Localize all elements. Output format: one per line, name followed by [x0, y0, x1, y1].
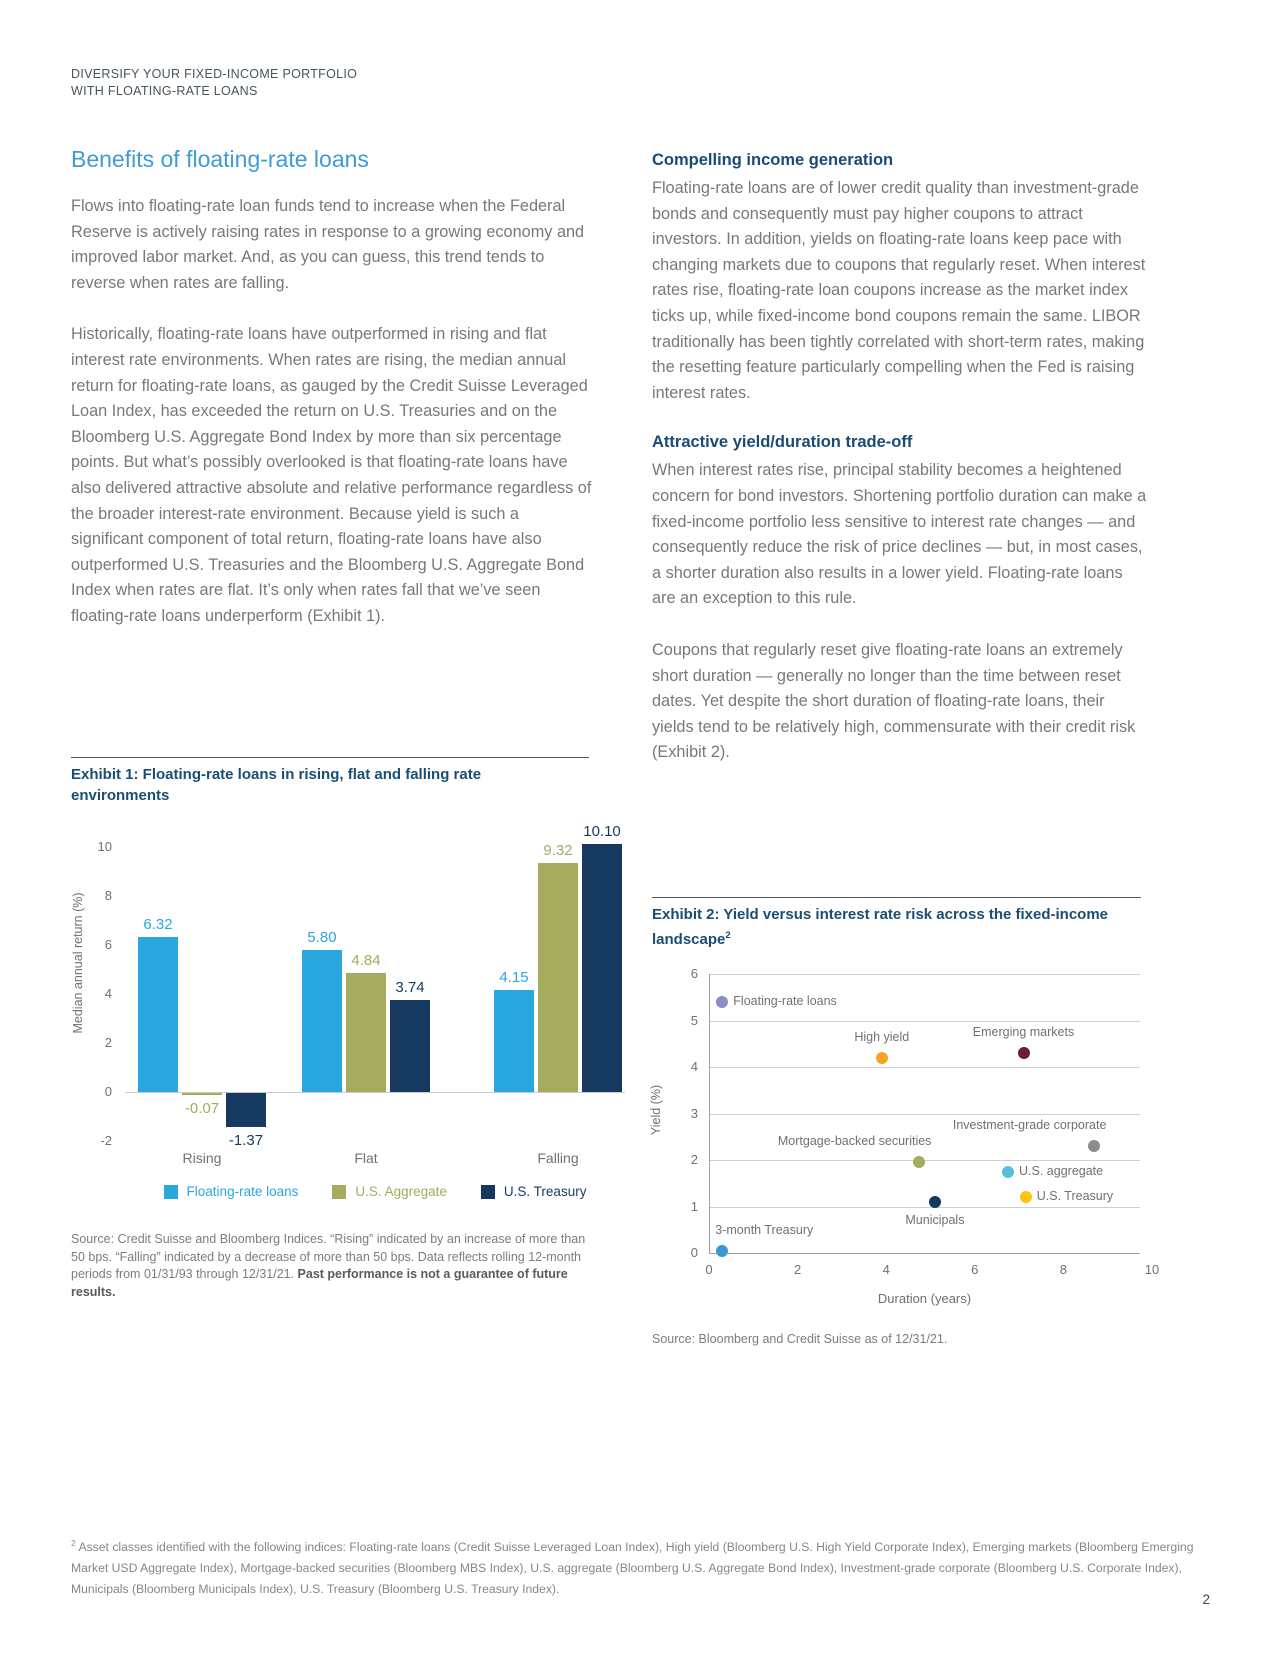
- scatter-x-tick: 2: [793, 1262, 802, 1277]
- section-heading-income: Compelling income generation: [652, 151, 894, 169]
- scatter-point-high-yield: [876, 1052, 888, 1064]
- bar-chart-y-tick: 4: [104, 985, 112, 1001]
- exhibit2-scatter-chart: [640, 960, 1220, 1332]
- page-title: Benefits of floating-rate loans: [71, 146, 369, 172]
- scatter-point-label-mortgage-backed-securities: Mortgage-backed securities: [777, 1134, 932, 1149]
- scatter-x-tick: 8: [1059, 1262, 1068, 1277]
- exhibit1-header: [71, 757, 589, 806]
- scatter-x-tick: 10: [1144, 1262, 1160, 1277]
- exhibit1-bar-chart: [60, 823, 640, 1215]
- eyebrow-line-1: DIVERSIFY YOUR FIXED-INCOME PORTFOLIO: [71, 67, 358, 81]
- legend-label: Floating-rate loans: [186, 1184, 299, 1199]
- section-body-tradeoff-2: Coupons that regularly reset give floating-rate loans an extremely short duration — generally no longer than the time between reset dates. Yet despite the short duration of floating-rate loans, their yields tend to be relatively high, commensurate with their credit risk (Exhibit 2).: [652, 640, 1136, 762]
- bar-u-s-treasury-rising: [226, 1093, 266, 1127]
- scatter-y-tick: 2: [690, 1152, 698, 1167]
- exhibit1-source-disclaimer: Past performance is not a guarantee of future results.: [71, 1267, 568, 1299]
- bar-value-label: 3.74: [395, 979, 425, 997]
- bar-u-s-aggregate-rising: [182, 1093, 222, 1095]
- scatter-gridline: [709, 1067, 1140, 1068]
- scatter-x-tick: 6: [971, 1262, 979, 1277]
- scatter-y-tick: 5: [690, 1012, 698, 1028]
- scatter-point-emerging-markets: [1018, 1047, 1030, 1059]
- bar-floating-rate-loans-flat: [302, 950, 342, 1092]
- scatter-point-floating-rate-loans: [716, 996, 728, 1008]
- right-column: [652, 150, 1149, 792]
- legend-swatch: [481, 1185, 495, 1199]
- scatter-y-tick: 4: [690, 1059, 698, 1074]
- footnote-text: Asset classes identified with the following indices: Floating-rate loans (Credit Suisse Leveraged Loan Index), High yield (Bloomberg U.S. High Yield Corporate Index), Emerging markets (Bloomberg Emerging Market USD Aggregate Index), Mortgage-backed securities (Bloomberg MBS Index), U.S. aggregate (Bloomberg U.S. Aggregate Bond Index), Investment-grade corporate (Bloomberg U.S. Corporate Index), Municipals (Bloomberg Municipals Index), U.S. Treasury (Bloomberg U.S. Treasury Index).: [71, 1540, 1194, 1597]
- legend-item-floating-rate-loans: [164, 1184, 299, 1199]
- exhibit2-source: Source: Bloomberg and Credit Suisse as of 12/31/21.: [652, 1332, 948, 1346]
- exhibit1-title: Exhibit 1: Floating-rate loans in rising, flat and falling rate environments: [71, 766, 482, 804]
- bar-chart-y-axis-title: Median annual return (%): [71, 892, 85, 1034]
- bar-u-s-treasury-falling: [582, 844, 622, 1092]
- scatter-point-label-3-month-treasury: 3-month Treasury: [715, 1222, 814, 1237]
- footnote-superscript: 2: [71, 1538, 76, 1548]
- scatter-point-label-emerging-markets: Emerging markets: [972, 1025, 1075, 1040]
- scatter-point-u-s-aggregate: [1002, 1166, 1014, 1178]
- bar-value-label: 4.84: [351, 952, 381, 970]
- scatter-point-investment-grade-corporate: [1088, 1140, 1100, 1152]
- exhibit2-header: [652, 897, 1141, 950]
- exhibit2-title-superscript: 2: [725, 930, 731, 941]
- bar-value-label: 10.10: [583, 823, 621, 841]
- legend-label: U.S. Treasury: [503, 1184, 587, 1199]
- scatter-x-baseline: [709, 1253, 1140, 1254]
- bar-chart-y-tick: 0: [104, 1084, 112, 1099]
- scatter-gridline: [709, 1114, 1140, 1115]
- scatter-point-label-high-yield: High yield: [854, 1029, 910, 1044]
- legend-swatch: [332, 1185, 346, 1199]
- scatter-x-axis-title: Duration (years): [877, 1291, 972, 1306]
- bar-value-label: 9.32: [543, 842, 573, 860]
- legend-item-u-s-treasury: [481, 1184, 587, 1199]
- bar-chart-y-tick: 6: [104, 936, 112, 952]
- scatter-gridline: [709, 1207, 1140, 1208]
- footnote: [71, 1533, 1211, 1600]
- exhibit1-source: [71, 1231, 595, 1301]
- scatter-x-tick: 4: [882, 1262, 890, 1277]
- scatter-y-tick: 1: [690, 1198, 698, 1214]
- legend-item-u-s-aggregate: [332, 1184, 447, 1199]
- scatter-gridline: [709, 974, 1140, 975]
- section-body-tradeoff-1: When interest rates rise, principal stability becomes a heightened concern for bond investors. Shortening portfolio duration can make a fixed-income portfolio less sensitive to interest rate changes — and consequently reduce the risk of price declines — but, in most cases, a shorter duration also results in a lower yield. Floating-rate loans are an exception to this rule.: [652, 461, 1147, 608]
- scatter-y-tick: 0: [690, 1245, 698, 1260]
- bar-chart-category-label: Falling: [537, 1150, 579, 1166]
- scatter-point-label-u-s-aggregate: U.S. aggregate: [1019, 1163, 1104, 1178]
- bar-floating-rate-loans-falling: [494, 990, 534, 1092]
- bar-chart-legend: [125, 1184, 625, 1199]
- scatter-point-3-month-treasury: [716, 1245, 728, 1257]
- scatter-point-municipals: [929, 1196, 941, 1208]
- exhibit1-source-text: Source: Credit Suisse and Bloomberg Indices. “Rising” indicated by an increase of more than 50 bps. “Falling” indicated by a decrease of more than 50 bps. Data reflects rolling 12-month periods from 01/31/93 through 12/31/21.: [71, 1232, 586, 1281]
- bar-chart-category-label: Rising: [182, 1150, 222, 1166]
- exhibit2-title: Exhibit 2: Yield versus interest rate risk across the fixed-income landscape$^2$: [652, 906, 1109, 948]
- scatter-y-axis-line: [709, 974, 710, 1253]
- bar-value-label: 4.15: [499, 969, 529, 987]
- legend-swatch: [164, 1185, 178, 1199]
- legend-label: U.S. Aggregate: [355, 1184, 447, 1199]
- bar-value-label: -1.37: [228, 1131, 264, 1149]
- scatter-point-label-u-s-treasury: U.S. Treasury: [1036, 1189, 1114, 1204]
- bar-chart-y-tick: 8: [104, 887, 112, 903]
- scatter-point-label-municipals: Municipals: [905, 1212, 965, 1227]
- document-eyebrow: [71, 66, 357, 100]
- scatter-y-axis-title: Yield (%): [649, 1084, 663, 1136]
- bar-chart-y-tick: 2: [104, 1034, 112, 1050]
- section-body-income: Floating-rate loans are of lower credit quality than investment-grade bonds and consequently must pay higher coupons to attract investors. In addition, yields on floating-rate loans keep pace with changing markets due to coupons that regularly reset. When interest rates rise, floating-rate loan coupons increase as the market index ticks up, while fixed-income bond coupons remain the same. LIBOR traditionally has been tightly correlated with short-term rates, making the resetting feature particularly compelling when the Fed is raising interest rates.: [652, 179, 1146, 402]
- eyebrow-line-2: WITH FLOATING-RATE LOANS: [71, 84, 258, 98]
- scatter-y-tick: 6: [690, 966, 698, 981]
- section-heading-tradeoff: Attractive yield/duration trade-off: [652, 433, 913, 452]
- bar-chart-y-tick: 10: [97, 838, 112, 854]
- bar-value-label: 6.32: [143, 915, 173, 933]
- page-number: 2: [1202, 1592, 1210, 1607]
- scatter-y-tick: 3: [690, 1105, 698, 1121]
- scatter-point-label-investment-grade-corporate: Investment-grade corporate: [952, 1118, 1107, 1133]
- scatter-point-label-floating-rate-loans: Floating-rate loans: [733, 993, 837, 1008]
- bar-chart-category-label: Flat: [354, 1150, 378, 1166]
- left-paragraph-1: Flows into floating-rate loan funds tend to increase when the Federal Reserve is actively raising rates in response to a growing economy and improved labor market. And, as you can guess, this trend tends to reverse when rates are falling.: [71, 197, 585, 292]
- bar-value-label: 5.80: [307, 928, 337, 946]
- scatter-point-mortgage-backed-securities: [913, 1156, 925, 1168]
- left-column: [71, 146, 595, 656]
- bar-chart-y-tick: -2: [100, 1133, 112, 1149]
- scatter-x-tick: 0: [705, 1262, 713, 1277]
- scatter-gridline: [709, 1021, 1140, 1022]
- scatter-point-u-s-treasury: [1020, 1191, 1032, 1203]
- bar-u-s-aggregate-flat: [346, 973, 386, 1092]
- bar-floating-rate-loans-rising: [138, 937, 178, 1092]
- bar-value-label: -0.07: [184, 1099, 220, 1117]
- bar-u-s-aggregate-falling: [538, 863, 578, 1092]
- left-paragraph-2: Historically, floating-rate loans have outperformed in rising and flat interest rate environments. When rates are rising, the median annual return for floating-rate loans, as gauged by the Credit Suisse Leveraged Loan Index, has exceeded the return on U.S. Treasuries and on the Bloomberg U.S. Aggregate Bond Index by more than six percentage points. But what’s possibly overlooked is that floating-rate loans have also delivered attractive absolute and relative performance regardless of the broader interest-rate environment. Because yield is such a significant component of total return, floating-rate loans have also outperformed U.S. Treasuries and the Bloomberg U.S. Aggregate Bond Index when rates are flat. It’s only when rates fall that we’ve seen floating-rate loans underperform (Exhibit 1).: [71, 325, 592, 625]
- bar-u-s-treasury-flat: [390, 1000, 430, 1092]
